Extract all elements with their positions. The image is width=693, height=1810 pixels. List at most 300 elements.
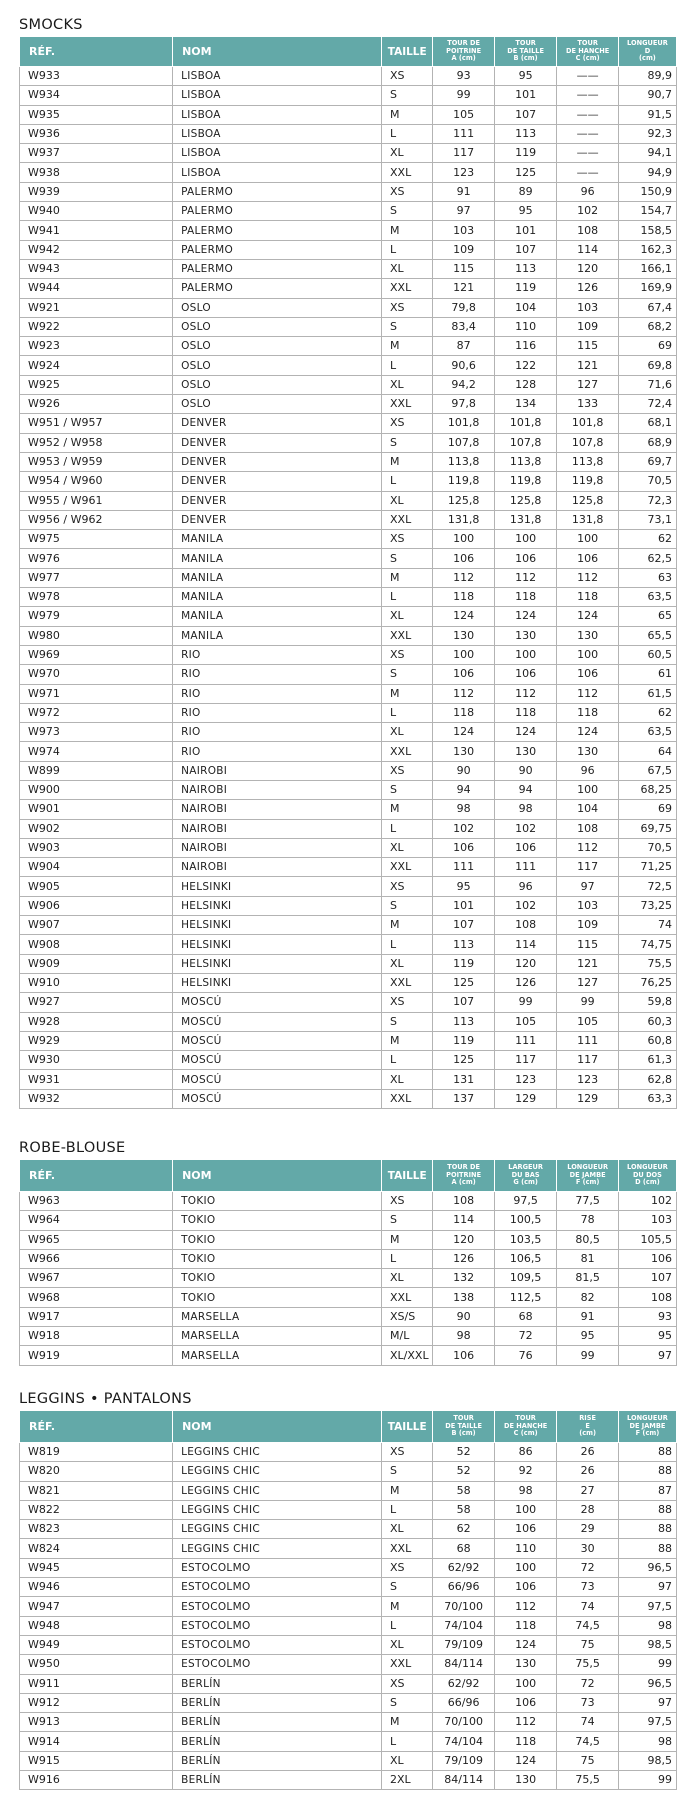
length-cell: 69,7 [618, 452, 676, 471]
length-cell: 158,5 [618, 221, 676, 240]
length-cell: 88 [618, 1539, 676, 1558]
name-cell: MOSCÚ [173, 1012, 382, 1031]
name-cell: DENVER [173, 491, 382, 510]
measure-cell: 100 [557, 645, 618, 664]
ref-cell: W916 [20, 1771, 173, 1790]
measure-cell: 121 [433, 279, 494, 298]
section-title: SMOCKS [19, 17, 83, 33]
table-row [20, 414, 677, 433]
measure-cell: 106,5 [494, 1249, 557, 1268]
column-header: RÉF. [20, 1160, 173, 1192]
measure-cell: 124 [494, 607, 557, 626]
length-cell: 98,5 [618, 1635, 676, 1654]
measure-cell: 101,8 [494, 414, 557, 433]
name-cell: LISBOA [173, 67, 382, 86]
length-cell: 63,5 [618, 723, 676, 742]
length-cell: 96,5 [618, 1558, 676, 1577]
name-cell: MOSCÚ [173, 1031, 382, 1050]
measure-cell: 119,8 [557, 472, 618, 491]
measure-cell: 70/100 [433, 1713, 494, 1732]
measure-cell: 84/114 [433, 1771, 494, 1790]
length-cell: 72,3 [618, 491, 676, 510]
measure-cell: 97 [557, 877, 618, 896]
measure-cell: 96 [494, 877, 557, 896]
name-cell: TOKIO [173, 1269, 382, 1288]
measure-cell: 100,5 [494, 1211, 557, 1230]
measure-cell: 114 [494, 935, 557, 954]
measure-cell: 112 [557, 684, 618, 703]
table-row [20, 761, 677, 780]
measure-cell: 118 [494, 1616, 557, 1635]
measure-cell: 75,5 [557, 1655, 618, 1674]
table-row [20, 182, 677, 201]
measure-cell: 137 [433, 1089, 494, 1108]
measure-cell: 99 [557, 1346, 618, 1365]
measure-cell: 125,8 [557, 491, 618, 510]
measure-cell: 106 [494, 549, 557, 568]
measure-cell: 108 [433, 1192, 494, 1211]
measure-cell: 111 [433, 124, 494, 143]
table-row [20, 1655, 677, 1674]
size-cell: XXL [382, 395, 433, 414]
length-cell: 154,7 [618, 202, 676, 221]
measure-cell: 95 [494, 67, 557, 86]
ref-cell: W949 [20, 1635, 173, 1654]
size-cell: S [382, 665, 433, 684]
measure-cell: 109 [557, 916, 618, 935]
table-header-row [20, 37, 677, 67]
length-cell: 92,3 [618, 124, 676, 143]
size-cell: XXL [382, 1539, 433, 1558]
length-cell: 73,1 [618, 510, 676, 529]
length-cell: 63,5 [618, 588, 676, 607]
measure-cell: 95 [433, 877, 494, 896]
ref-cell: W979 [20, 607, 173, 626]
measure-cell: 107,8 [494, 433, 557, 452]
name-cell: LEGGINS CHIC [173, 1539, 382, 1558]
measure-cell: 112 [433, 568, 494, 587]
measure-cell: 113 [433, 935, 494, 954]
size-cell: XL [382, 954, 433, 973]
name-cell: TOKIO [173, 1230, 382, 1249]
ref-cell: W964 [20, 1211, 173, 1230]
ref-cell: W936 [20, 124, 173, 143]
name-cell: LEGGINS CHIC [173, 1520, 382, 1539]
column-header: RÉF. [20, 37, 173, 67]
measure-cell: 99 [557, 993, 618, 1012]
name-cell: MOSCÚ [173, 993, 382, 1012]
measure-cell: 104 [557, 800, 618, 819]
ref-cell: W911 [20, 1674, 173, 1693]
ref-cell: W929 [20, 1031, 173, 1050]
size-cell: L [382, 1732, 433, 1751]
measure-cell: 77,5 [557, 1192, 618, 1211]
column-header: TOUR DE HANCHE C (cm) [557, 37, 618, 67]
name-cell: DENVER [173, 472, 382, 491]
length-cell: 97,5 [618, 1713, 676, 1732]
name-cell: MANILA [173, 588, 382, 607]
table-row [20, 1327, 677, 1346]
name-cell: BERLÍN [173, 1771, 382, 1790]
size-cell: L [382, 588, 433, 607]
ref-cell: W901 [20, 800, 173, 819]
name-cell: MOSCÚ [173, 1051, 382, 1070]
measure-cell: 74,5 [557, 1616, 618, 1635]
size-cell: XXL [382, 858, 433, 877]
ref-cell: W941 [20, 221, 173, 240]
size-cell: M [382, 1230, 433, 1249]
measure-cell: 72 [494, 1327, 557, 1346]
name-cell: ESTOCOLMO [173, 1616, 382, 1635]
ref-cell: W947 [20, 1597, 173, 1616]
measure-cell: 126 [494, 973, 557, 992]
ref-cell: W928 [20, 1012, 173, 1031]
measure-cell: 90 [494, 761, 557, 780]
column-header: LONGUEUR DE JAMBE F (cm) [557, 1160, 618, 1192]
ref-cell: W955 / W961 [20, 491, 173, 510]
measure-cell: 99 [433, 86, 494, 105]
measure-cell: 106 [557, 549, 618, 568]
table-row [20, 1249, 677, 1268]
size-cell: S [382, 1578, 433, 1597]
ref-cell: W924 [20, 356, 173, 375]
ref-cell: W820 [20, 1462, 173, 1481]
measure-cell: 52 [433, 1443, 494, 1462]
length-cell: 166,1 [618, 259, 676, 278]
ref-cell: W925 [20, 375, 173, 394]
measure-cell: 26 [557, 1462, 618, 1481]
measure-cell: 107 [433, 993, 494, 1012]
measure-cell: 133 [557, 395, 618, 414]
size-cell: L [382, 356, 433, 375]
measure-cell: 109 [557, 317, 618, 336]
size-cell: XS [382, 1192, 433, 1211]
ref-cell: W914 [20, 1732, 173, 1751]
name-cell: MOSCÚ [173, 1070, 382, 1089]
measure-cell: 113,8 [557, 452, 618, 471]
size-cell: L [382, 124, 433, 143]
measure-cell: 66/96 [433, 1578, 494, 1597]
measure-cell: 125 [494, 163, 557, 182]
column-header: LONGUEUR D (cm) [618, 37, 676, 67]
measure-cell: 124 [557, 607, 618, 626]
measure-cell: 74/104 [433, 1732, 494, 1751]
length-cell: 69 [618, 800, 676, 819]
size-cell: M [382, 105, 433, 124]
table-row [20, 1462, 677, 1481]
measure-cell: 120 [494, 954, 557, 973]
size-cell: S [382, 780, 433, 799]
table-row [20, 279, 677, 298]
measure-cell: 74,5 [557, 1732, 618, 1751]
length-cell: 162,3 [618, 240, 676, 259]
length-cell: 103 [618, 1211, 676, 1230]
name-cell: OSLO [173, 317, 382, 336]
size-cell: S [382, 1462, 433, 1481]
name-cell: ESTOCOLMO [173, 1655, 382, 1674]
table-row [20, 877, 677, 896]
name-cell: HELSINKI [173, 916, 382, 935]
measure-cell: 130 [557, 626, 618, 645]
measure-cell: 58 [433, 1500, 494, 1519]
measure-cell: 113,8 [433, 452, 494, 471]
measure-cell: 112 [494, 568, 557, 587]
measure-cell: 118 [557, 588, 618, 607]
column-header: TOUR DE POITRINE A (cm) [433, 1160, 494, 1192]
name-cell: TOKIO [173, 1288, 382, 1307]
name-cell: NAIROBI [173, 838, 382, 857]
length-cell: 89,9 [618, 67, 676, 86]
measure-cell: 104 [494, 298, 557, 317]
table-row [20, 1539, 677, 1558]
length-cell: 102 [618, 1192, 676, 1211]
measure-cell: 103 [557, 298, 618, 317]
measure-cell: 131 [433, 1070, 494, 1089]
measure-cell: 124 [494, 1635, 557, 1654]
table-row [20, 1635, 677, 1654]
measure-cell: —— [557, 67, 618, 86]
measure-cell: 100 [557, 780, 618, 799]
measure-cell: 124 [557, 723, 618, 742]
table-row [20, 317, 677, 336]
name-cell: TOKIO [173, 1192, 382, 1211]
smocks-section [19, 14, 677, 1109]
name-cell: RIO [173, 723, 382, 742]
measure-cell: 123 [494, 1070, 557, 1089]
ref-cell: W972 [20, 703, 173, 722]
size-cell: XXL [382, 1089, 433, 1108]
measure-cell: 102 [433, 819, 494, 838]
length-cell: 67,5 [618, 761, 676, 780]
measure-cell: 62 [433, 1520, 494, 1539]
size-cell: XL [382, 838, 433, 857]
column-header: RÉF. [20, 1411, 173, 1443]
size-cell: S [382, 433, 433, 452]
column-header: LARGEUR DU BAS G (cm) [494, 1160, 557, 1192]
ref-cell: W975 [20, 530, 173, 549]
name-cell: MARSELLA [173, 1327, 382, 1346]
measure-cell: 113 [494, 259, 557, 278]
measure-cell: 112 [557, 568, 618, 587]
table-row [20, 221, 677, 240]
table-row [20, 1732, 677, 1751]
table-row [20, 1520, 677, 1539]
measure-cell: 74 [557, 1597, 618, 1616]
measure-cell: 100 [494, 645, 557, 664]
measure-cell: 130 [494, 1655, 557, 1674]
ref-cell: W970 [20, 665, 173, 684]
ref-cell: W977 [20, 568, 173, 587]
name-cell: LISBOA [173, 163, 382, 182]
name-cell: DENVER [173, 452, 382, 471]
ref-cell: W926 [20, 395, 173, 414]
size-cell: S [382, 549, 433, 568]
length-cell: 90,7 [618, 86, 676, 105]
measure-cell: 121 [557, 356, 618, 375]
table-row [20, 452, 677, 471]
measure-cell: 68 [494, 1307, 557, 1326]
table-row [20, 838, 677, 857]
table-row [20, 1558, 677, 1577]
length-cell: 63 [618, 568, 676, 587]
measure-cell: 119 [433, 1031, 494, 1050]
table-row [20, 703, 677, 722]
table-row [20, 163, 677, 182]
size-cell: S [382, 202, 433, 221]
measure-cell: 115 [433, 259, 494, 278]
size-cell: L [382, 703, 433, 722]
length-cell: 169,9 [618, 279, 676, 298]
length-cell: 105,5 [618, 1230, 676, 1249]
name-cell: RIO [173, 703, 382, 722]
ref-cell: W973 [20, 723, 173, 742]
measure-cell: 119,8 [433, 472, 494, 491]
measure-cell: 90 [433, 1307, 494, 1326]
length-cell: 60,3 [618, 1012, 676, 1031]
measure-cell: 117 [494, 1051, 557, 1070]
table-row [20, 337, 677, 356]
measure-cell: 118 [557, 703, 618, 722]
ref-cell: W922 [20, 317, 173, 336]
length-cell: 62 [618, 530, 676, 549]
name-cell: LEGGINS CHIC [173, 1462, 382, 1481]
size-cell: S [382, 317, 433, 336]
measure-cell: 112 [494, 1713, 557, 1732]
table-row [20, 935, 677, 954]
measure-cell: 127 [557, 375, 618, 394]
measure-cell: 101 [494, 86, 557, 105]
length-cell: 61,5 [618, 684, 676, 703]
table-row [20, 240, 677, 259]
measure-cell: 105 [433, 105, 494, 124]
measure-cell: 107 [494, 240, 557, 259]
measure-cell: 100 [433, 530, 494, 549]
measure-cell: 112 [557, 838, 618, 857]
length-cell: 68,25 [618, 780, 676, 799]
measure-cell: 75 [557, 1635, 618, 1654]
table-row [20, 356, 677, 375]
measure-cell: 79/109 [433, 1635, 494, 1654]
size-cell: M [382, 452, 433, 471]
length-cell: 87 [618, 1481, 676, 1500]
ref-cell: W915 [20, 1751, 173, 1770]
size-cell: XL [382, 491, 433, 510]
table-row [20, 1211, 677, 1230]
measure-cell: 118 [494, 703, 557, 722]
size-table [19, 1159, 677, 1366]
ref-cell: W953 / W959 [20, 452, 173, 471]
column-header: NOM [173, 1160, 382, 1192]
size-cell: XS [382, 530, 433, 549]
measure-cell: 101 [494, 221, 557, 240]
name-cell: ESTOCOLMO [173, 1635, 382, 1654]
size-cell: S [382, 896, 433, 915]
size-cell: XL [382, 144, 433, 163]
name-cell: LISBOA [173, 105, 382, 124]
size-cell: L [382, 935, 433, 954]
measure-cell: 114 [433, 1211, 494, 1230]
size-cell: XXL [382, 279, 433, 298]
table-row [20, 1771, 677, 1790]
measure-cell: 118 [494, 1732, 557, 1751]
column-header: TOUR DE HANCHE C (cm) [494, 1411, 557, 1443]
measure-cell: 100 [494, 1558, 557, 1577]
ref-cell: W917 [20, 1307, 173, 1326]
ref-cell: W821 [20, 1481, 173, 1500]
length-cell: 99 [618, 1655, 676, 1674]
length-cell: 69,75 [618, 819, 676, 838]
measure-cell: 72 [557, 1674, 618, 1693]
measure-cell: 29 [557, 1520, 618, 1539]
length-cell: 88 [618, 1462, 676, 1481]
size-cell: XS [382, 67, 433, 86]
measure-cell: 117 [557, 1051, 618, 1070]
table-row [20, 144, 677, 163]
size-cell: M/L [382, 1327, 433, 1346]
measure-cell: 118 [494, 588, 557, 607]
length-cell: 72,5 [618, 877, 676, 896]
ref-cell: W967 [20, 1269, 173, 1288]
table-row [20, 800, 677, 819]
name-cell: RIO [173, 645, 382, 664]
measure-cell: 113 [494, 124, 557, 143]
measure-cell: 130 [433, 626, 494, 645]
measure-cell: 106 [433, 838, 494, 857]
size-cell: XS/S [382, 1307, 433, 1326]
measure-cell: 112 [494, 684, 557, 703]
ref-cell: W899 [20, 761, 173, 780]
column-header: NOM [173, 1411, 382, 1443]
ref-cell: W824 [20, 1539, 173, 1558]
measure-cell: 108 [557, 819, 618, 838]
length-cell: 64 [618, 742, 676, 761]
ref-cell: W819 [20, 1443, 173, 1462]
measure-cell: 66/96 [433, 1693, 494, 1712]
section-title: ROBE-BLOUSE [19, 1140, 126, 1156]
table-row [20, 1269, 677, 1288]
table-row [20, 723, 677, 742]
measure-cell: —— [557, 163, 618, 182]
ref-cell: W976 [20, 549, 173, 568]
size-cell: L [382, 240, 433, 259]
size-cell: 2XL [382, 1771, 433, 1790]
column-header: TOUR DE POITRINE A (cm) [433, 37, 494, 67]
measure-cell: 130 [557, 742, 618, 761]
ref-cell: W909 [20, 954, 173, 973]
measure-cell: 125,8 [494, 491, 557, 510]
measure-cell: 124 [433, 723, 494, 742]
measure-cell: 111 [557, 1031, 618, 1050]
size-cell: M [382, 916, 433, 935]
measure-cell: 93 [433, 67, 494, 86]
table-row [20, 1288, 677, 1307]
size-table [19, 1410, 677, 1790]
size-cell: XL [382, 259, 433, 278]
length-cell: 96,5 [618, 1674, 676, 1693]
name-cell: DENVER [173, 433, 382, 452]
name-cell: RIO [173, 742, 382, 761]
name-cell: LEGGINS CHIC [173, 1481, 382, 1500]
measure-cell: 100 [557, 530, 618, 549]
table-row [20, 259, 677, 278]
size-cell: XS [382, 761, 433, 780]
ref-cell: W939 [20, 182, 173, 201]
name-cell: ESTOCOLMO [173, 1578, 382, 1597]
length-cell: 95 [618, 1327, 676, 1346]
measure-cell: 101,8 [557, 414, 618, 433]
size-cell: S [382, 86, 433, 105]
length-cell: 88 [618, 1520, 676, 1539]
